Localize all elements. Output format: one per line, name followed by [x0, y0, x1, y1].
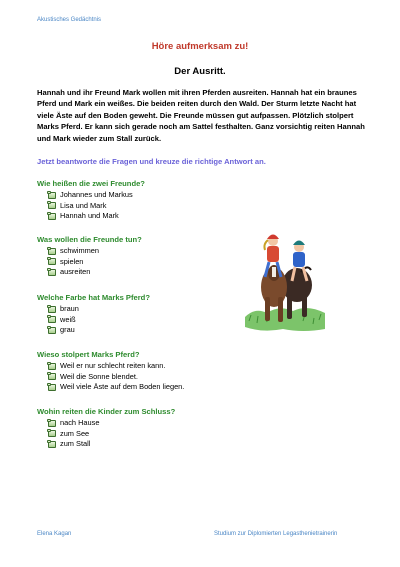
question-4 — [37, 349, 367, 393]
header-label: Akustisches Gedächtnis — [37, 17, 102, 23]
answer-label: ausreiten — [60, 267, 91, 276]
story-title: Der Ausritt. — [174, 66, 226, 77]
answer-option[interactable] — [48, 201, 367, 212]
answer-label: Hannah und Mark — [60, 211, 119, 220]
answer-label: nach Hause — [60, 418, 100, 427]
story-text: Hannah und ihr Freund Mark wollen mit ihren Pferden ausreiten. Hannah hat ein braunes Pferd und Mark ein weißes. Die beiden reiten durch den Wald. Der Sturm letzte Nacht hat viele Äste auf den Boden geweht. Die Freunde müssen gut aufpassen. Plötzlich stolpert Marks Pferd. Er kann sich gerade noch am Sattel festhalten. Ganz vorsichtig reiten Hannah und Mark wieder zum Stall zurück. — [37, 88, 365, 143]
question-5 — [37, 406, 367, 450]
answer-list — [37, 190, 367, 222]
checkbox-icon[interactable] — [48, 384, 56, 391]
checkbox-icon[interactable] — [48, 420, 56, 427]
checkbox-icon[interactable] — [48, 213, 56, 220]
footer-author: Elena Kagan — [37, 531, 72, 537]
answer-label: Weil er nur schlecht reiten kann. — [60, 361, 166, 370]
answer-label: zum See — [60, 428, 90, 438]
answer-option[interactable] — [48, 211, 367, 222]
horse-riders-illustration — [243, 225, 327, 333]
checkbox-icon[interactable] — [48, 363, 56, 370]
answer-label: Lisa und Mark — [60, 200, 107, 210]
answer-label: spielen — [60, 256, 84, 266]
answer-label: schwimmen — [60, 246, 100, 255]
checkbox-icon[interactable] — [48, 248, 56, 255]
checkbox-icon[interactable] — [48, 327, 56, 334]
checkbox-icon[interactable] — [48, 306, 56, 313]
checkbox-icon[interactable] — [48, 258, 56, 265]
question-text: Wieso stolpert Marks Pferd? — [37, 350, 140, 359]
checkbox-icon[interactable] — [48, 269, 56, 276]
answer-label: weiß — [60, 314, 76, 324]
answer-option[interactable] — [48, 429, 367, 440]
answer-option[interactable] — [48, 372, 367, 383]
checkbox-icon[interactable] — [48, 430, 56, 437]
question-text: Wie heißen die zwei Freunde? — [37, 179, 145, 188]
answer-label: Johannes und Markus — [60, 190, 133, 199]
answer-label: zum Stall — [60, 439, 91, 448]
answer-list — [37, 361, 367, 393]
question-text: Was wollen die Freunde tun? — [37, 235, 142, 244]
checkbox-icon[interactable] — [48, 373, 56, 380]
checkbox-icon[interactable] — [48, 192, 56, 199]
answer-label: braun — [60, 304, 79, 313]
answer-option[interactable] — [48, 190, 367, 201]
question-text: Wohin reiten die Kinder zum Schluss? — [37, 407, 176, 416]
answer-label: grau — [60, 325, 75, 334]
answer-option[interactable] — [48, 418, 367, 429]
answer-list — [37, 418, 367, 450]
answer-option[interactable] — [48, 361, 367, 372]
answer-label: Weil die Sonne blendet. — [60, 371, 138, 381]
answer-label: Weil viele Äste auf dem Boden liegen. — [60, 382, 185, 391]
question-text: Welche Farbe hat Marks Pferd? — [37, 293, 150, 302]
answer-option[interactable] — [48, 382, 367, 393]
page-title: Höre aufmerksam zu! — [151, 41, 249, 52]
answer-option[interactable] — [48, 439, 367, 450]
checkbox-icon[interactable] — [48, 202, 56, 209]
instruction: Jetzt beantworte die Fragen und kreuze die richtige Antwort an. — [37, 157, 266, 166]
footer-course: Studium zur Diplomierten Legasthenietrainerin — [214, 531, 338, 537]
question-1 — [37, 178, 367, 222]
checkbox-icon[interactable] — [48, 316, 56, 323]
checkbox-icon[interactable] — [48, 441, 56, 448]
